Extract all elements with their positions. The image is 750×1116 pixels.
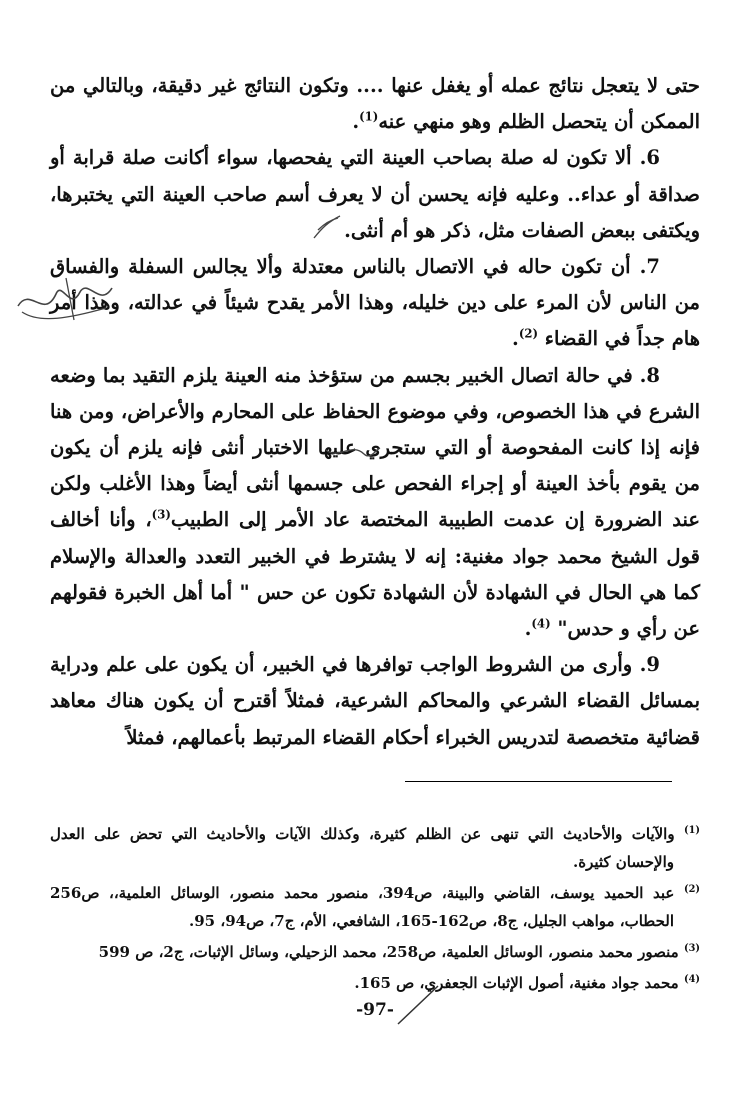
paragraph-item-8: 8. في حالة اتصال الخبير بجسم من ستؤخذ منه العينة يلزم التقيد بما وضعه الشرع في هذا الخصوص، وفي موضوع الحفاظ على المحارم والأعراض، ومن هنا فإنه إذا كانت المفحوصة أو التي ستجري عليها الاختبار أنثى فإنه يلزم أن يكون من يقوم بأخذ العينة أو إجراء الفحص على جسمها أنثى أيضاً وهذا الأغلب ولكن عند الضرورة إن عدمت الطبيبة المختصة عاد الأمر إلى الطبيب$^{(3)}$، وأنا أخالف قول الشيخ محمد جواد مغنية: إنه لا يشترط في الخبير التعدد والعدالة والإسلام كما هي الحال في الشهادة لأن الشهادة تكون عن حس " أما أهل الخبرة فقولهم عن رأي و حدس" $^{(4)}$. — [50, 363, 700, 641]
footnote-3: $^{(3)}$ منصور محمد منصور، الوسائل العلمية، ص258، محمد الزحيلي، وسائل الإثبات، ج2، ص 599 — [98, 943, 700, 961]
footnote-1: $^{(1)}$ والآيات والأحاديث التي تنهى عن الظلم كثيرة، وكذلك الآيات والأحاديث التي تحض على العدل والإحسان كثيرة. — [50, 825, 700, 871]
footnote-4: $^{(4)}$ محمد جواد مغنية، أصول الإثبات الجعفري، ص 165. — [354, 974, 700, 992]
footnote-ref-2: (2) — [518, 326, 539, 341]
footnote-2: $^{(2)}$ عبد الحميد يوسف، القاضي والبينة، ص394، منصور محمد منصور، الوسائل العلمية،، ص256 الحطاب، مواهب الجليل، ج8، ص162-165، الشافعي، الأم، ج7، ص94، 95. — [50, 884, 700, 930]
paragraph-item-7: 7. أن تكون حاله في الاتصال بالناس معتدلة وألا يجالس السفلة والفساق من الناس لأن المرء على دين خليله، وهذا الأمر يقدح شيئاً في عدالته، وهذا أمر هام جداً في القضاء $^{(2)}$. — [50, 255, 700, 351]
paragraph-item-9: 9. وأرى من الشروط الواجب توافرها في الخبير، أن يكون على علم ودراية بمسائل القضاء الشرعي والمحاكم الشرعية، فمثلاً أقترح أن يكون هناك معاهد قضائية متخصصة لتدريس الخبراء أحكام القضاء المرتبط بأعمالهم، فمثلاً — [50, 653, 700, 749]
paragraph-continuation: حتى لا يتعجل نتائج عمله أو يغفل عنها .... وتكون النتائج غير دقيقة، وبالتالي من الممكن أن يتحصل الظلم وهو منهي عنه$^{(1)}$. — [50, 74, 700, 134]
footnotes — [50, 820, 700, 1000]
footnote-ref-3: (3) — [151, 507, 171, 522]
footnote-ref-4: (4) — [531, 616, 551, 631]
body-text — [50, 68, 700, 756]
footnote-separator — [405, 781, 672, 782]
footnote-ref-1: (1) — [359, 109, 379, 124]
page-number: -97- — [356, 1000, 394, 1020]
paragraph-item-6: 6. ألا تكون له صلة بصاحب العينة التي يفحصها، سواء أكانت صلة قرابة أو صداقة أو عداء.. وعليه فإنه يحسن أن لا يعرف أسم صاحب العينة التي يختبرها، ويكتفى ببعض الصفات مثل، ذكر هو أم أنثى. — [50, 146, 700, 242]
